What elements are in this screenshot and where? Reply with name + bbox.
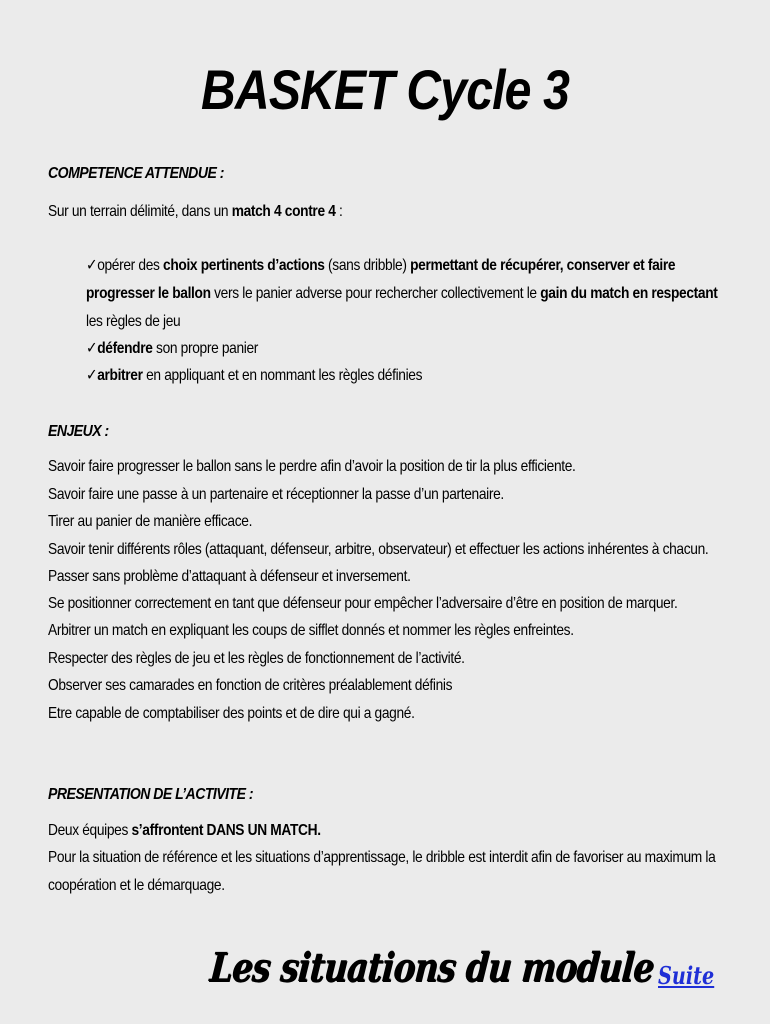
presentation-line-2: Pour la situation de référence et les situations d’apprentissage, le dribble est interdit afin de favoriser au maximum la — [48, 849, 716, 866]
text: (sans dribble) — [324, 257, 411, 274]
checkmark-icon: ✓ — [86, 257, 98, 274]
text: en appliquant et en nommant les règles définies — [142, 367, 423, 384]
enjeux-heading: ENJEUX : — [48, 423, 109, 440]
presentation-line-3: coopération et le démarquage. — [48, 877, 225, 894]
checkmark-icon: ✓ — [86, 367, 98, 384]
enjeux-line: Arbitrer un match en expliquant les coups de sifflet donnés et nommer les règles enfreintes. — [48, 622, 574, 639]
competence-item-1-line-3: les règles de jeu — [86, 313, 181, 330]
competence-intro-suffix: : — [335, 203, 343, 220]
text: vers le panier adverse pour rechercher collectivement le — [210, 285, 541, 302]
module-situations-title: Les situations du module — [208, 944, 656, 991]
text: opérer des — [97, 257, 164, 274]
enjeux-line: Se positionner correctement en tant que défenseur pour empêcher l’adversaire d’être en position de marquer. — [48, 595, 678, 612]
presentation-line-1 — [48, 821, 321, 841]
competence-intro-bold: match 4 contre 4 — [231, 203, 336, 220]
text-bold: choix pertinents d’actions — [163, 257, 325, 274]
competence-item-2 — [86, 339, 258, 359]
text-bold: s’affrontent DANS UN MATCH. — [131, 822, 321, 839]
suite-link[interactable]: Suite — [658, 961, 715, 990]
text-bold: permettant de récupérer, conserver et faire — [410, 257, 676, 274]
text-bold: défendre — [97, 340, 153, 357]
competence-item-1-line-1 — [86, 256, 675, 276]
competence-item-3 — [86, 366, 422, 386]
enjeux-line: Passer sans problème d’attaquant à défenseur et inversement. — [48, 568, 411, 585]
competence-item-1-line-2 — [86, 284, 718, 304]
presentation-heading: PRESENTATION DE L’ACTIVITE : — [48, 786, 254, 803]
enjeux-line: Tirer au panier de manière efficace. — [48, 513, 253, 530]
text: son propre panier — [152, 340, 259, 357]
enjeux-line: Savoir faire une passe à un partenaire et réceptionner la passe d’un partenaire. — [48, 486, 504, 503]
competence-intro-prefix: Sur un terrain délimité, dans un — [48, 203, 232, 220]
checkmark-icon: ✓ — [86, 340, 98, 357]
enjeux-line: Respecter des règles de jeu et les règles de fonctionnement de l’activité. — [48, 650, 465, 667]
text-bold: gain du match en respectant — [540, 285, 718, 302]
competence-intro — [48, 202, 343, 222]
page-title: BASKET Cycle 3 — [200, 58, 570, 121]
text-bold: arbitrer — [97, 367, 143, 384]
competence-heading: COMPETENCE ATTENDUE : — [48, 165, 224, 182]
enjeux-line: Savoir faire progresser le ballon sans le perdre afin d’avoir la position de tir la plus efficiente. — [48, 458, 576, 475]
text-bold: progresser le ballon — [86, 285, 211, 302]
enjeux-line: Savoir tenir différents rôles (attaquant, défenseur, arbitre, observateur) et effectuer les actions inhérentes à chacun. — [48, 541, 709, 558]
enjeux-line: Etre capable de comptabiliser des points et de dire qui a gagné. — [48, 705, 415, 722]
enjeux-line: Observer ses camarades en fonction de critères préalablement définis — [48, 677, 453, 694]
text: Deux équipes — [48, 822, 132, 839]
